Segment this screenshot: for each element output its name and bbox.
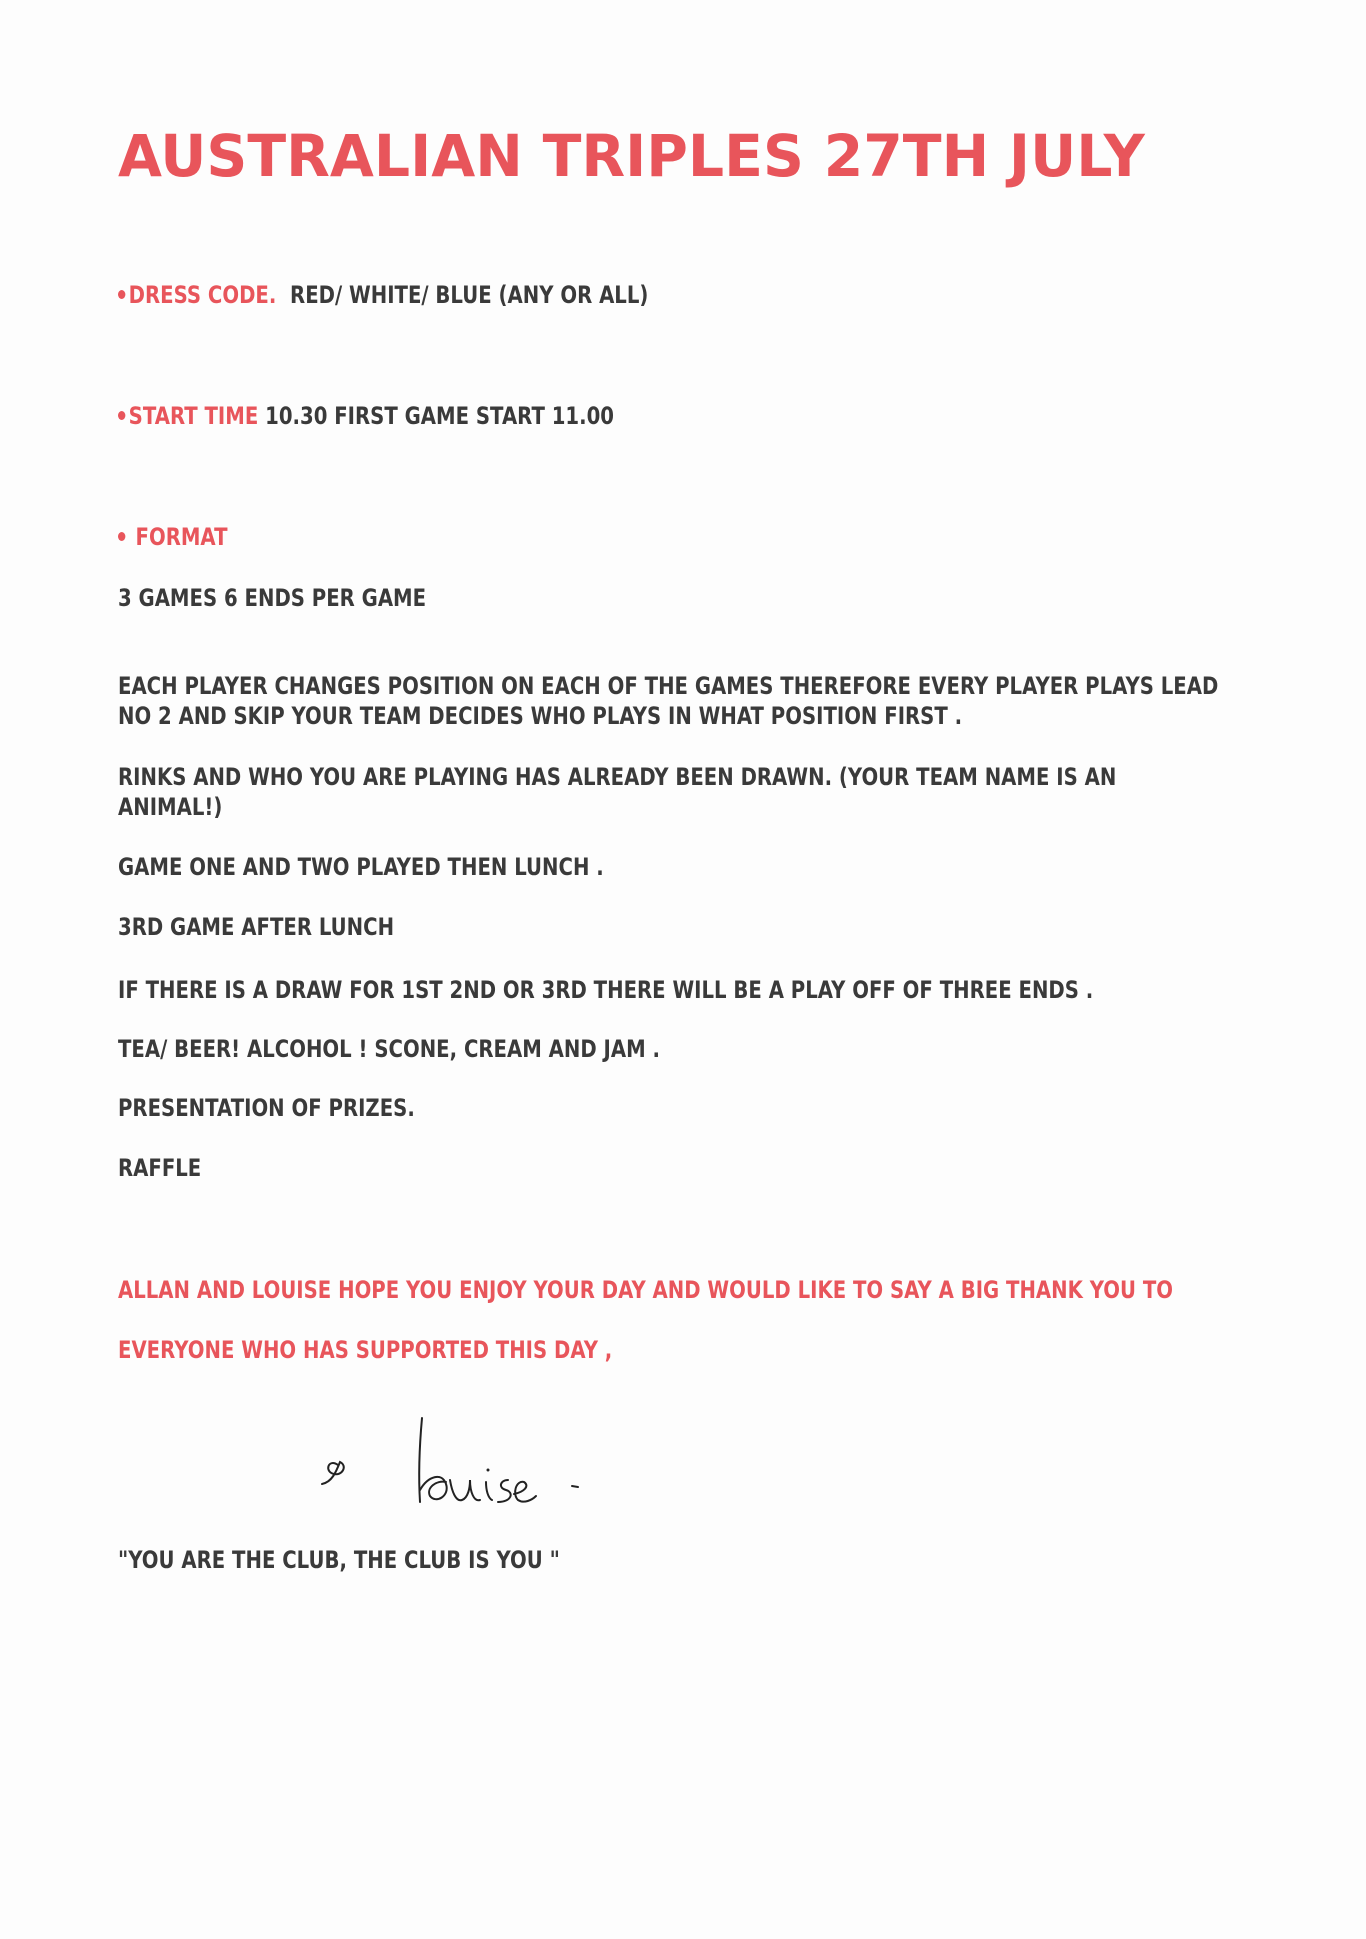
bullet-icon	[118, 290, 125, 299]
dress-code-label: DRESS CODE.	[128, 281, 277, 309]
start-time-label: START TIME	[128, 402, 259, 430]
start-time-value: 10.30 FIRST GAME START 11.00	[265, 402, 614, 430]
format-lunch: GAME ONE AND TWO PLAYED THEN LUNCH .	[118, 853, 604, 881]
format-heading	[118, 523, 228, 551]
thanks-line-1: ALLAN AND LOUISE HOPE YOU ENJOY YOUR DAY AND WOULD LIKE TO SAY A BIG THANK YOU TO	[118, 1276, 1173, 1304]
format-tea: TEA/ BEER! ALCOHOL ! SCONE, CREAM AND JAM .	[118, 1035, 661, 1063]
club-motto: "YOU ARE THE CLUB, THE CLUB IS YOU "	[118, 1546, 560, 1574]
format-draw: IF THERE IS A DRAW FOR 1ST 2ND OR 3RD THERE WILL BE A PLAY OFF OF THREE ENDS .	[118, 976, 1094, 1004]
format-label: FORMAT	[135, 523, 228, 551]
thanks-line-2: EVERYONE WHO HAS SUPPORTED THIS DAY ,	[118, 1336, 613, 1364]
page-title: AUSTRALIAN TRIPLES 27TH JULY	[118, 122, 1145, 190]
bullet-icon	[118, 532, 125, 541]
format-prizes: PRESENTATION OF PRIZES.	[118, 1094, 415, 1122]
format-games: 3 GAMES 6 ENDS PER GAME	[118, 584, 427, 612]
format-positions-line-2: NO 2 AND SKIP YOUR TEAM DECIDES WHO PLAYS IN WHAT POSITION FIRST .	[118, 702, 963, 730]
handwritten-signature	[310, 1410, 610, 1520]
start-time-line	[118, 402, 614, 430]
format-raffle: RAFFLE	[118, 1154, 202, 1182]
dress-code-line	[118, 281, 648, 309]
format-positions-line-1: EACH PLAYER CHANGES POSITION ON EACH OF THE GAMES THEREFORE EVERY PLAYER PLAYS LEAD	[118, 672, 1219, 700]
bullet-icon	[118, 411, 125, 420]
dress-code-value: RED/ WHITE/ BLUE (ANY OR ALL)	[290, 281, 649, 309]
format-rinks-line-1: RINKS AND WHO YOU ARE PLAYING HAS ALREADY BEEN DRAWN. (YOUR TEAM NAME IS AN	[118, 763, 1117, 791]
format-rinks-line-2: ANIMAL!)	[118, 793, 223, 821]
format-third-game: 3RD GAME AFTER LUNCH	[118, 913, 395, 941]
